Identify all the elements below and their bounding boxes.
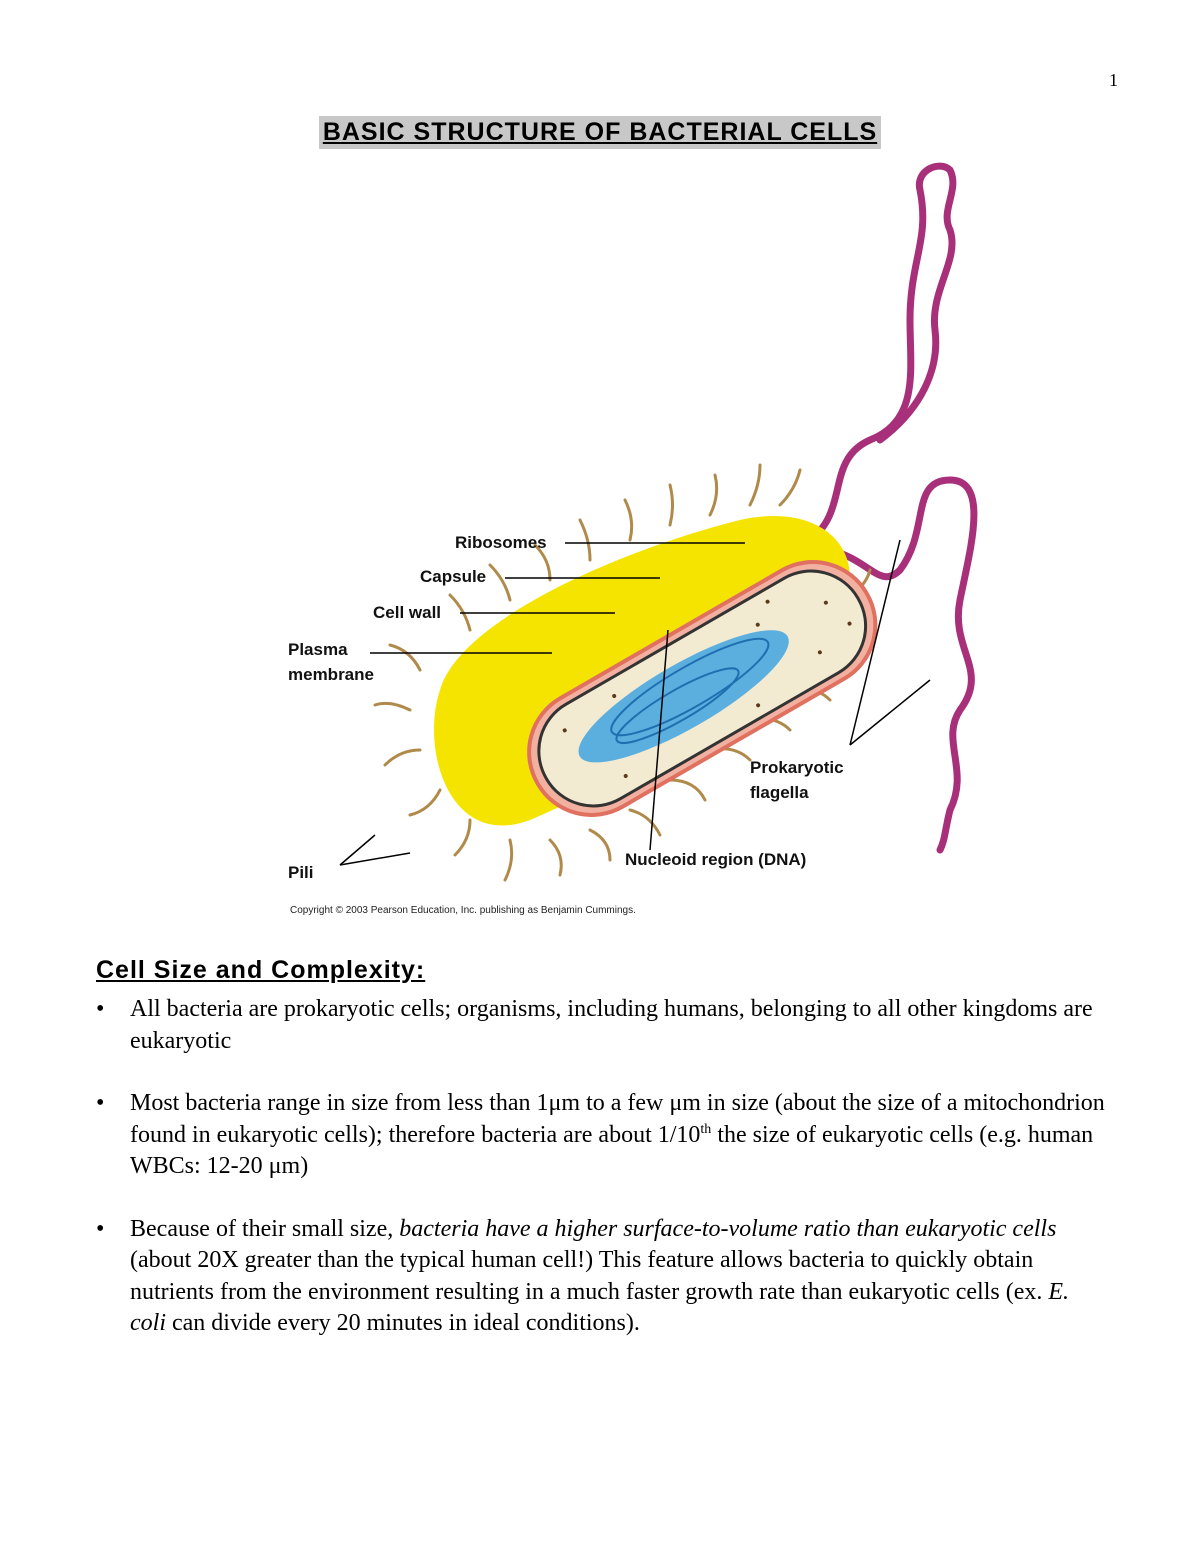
- bullet-text: (about 20X greater than the typical human cell!) This feature allows bacteria to quickly obtain nutrients from the environment resulting in a much faster growth rate than eukaryotic cells (ex.: [130, 1247, 1049, 1305]
- bullet-list: [96, 994, 1106, 1371]
- bullet-text: Most bacteria range in size from less than 1μm to a few μm in size (about the size of a mitochondrion found in eukaryotic cells); therefore bacteria are about 1/10: [130, 1090, 1105, 1148]
- page-title: BASIC STRUCTURE OF BACTERIAL CELLS: [319, 116, 881, 149]
- bullet-glyph: •: [96, 1090, 105, 1116]
- bullet-text: can divide every 20 minutes in ideal conditions).: [166, 1310, 640, 1336]
- bullet-item: [96, 994, 1106, 1057]
- emphasis-text: bacteria have a higher surface-to-volume ratio than eukaryotic cells: [399, 1215, 1057, 1242]
- figure-copyright: Copyright © 2003 Pearson Education, Inc. publishing as Benjamin Cummings.: [290, 905, 636, 916]
- bullet-text: Because of their small size,: [130, 1215, 400, 1242]
- label-cell-wall: Cell wall: [373, 603, 442, 622]
- label-pili: Pili: [288, 863, 314, 882]
- bullet-item: [96, 1214, 1106, 1340]
- bacterial-cell-figure: [270, 150, 1000, 930]
- bullet-glyph: •: [96, 996, 105, 1022]
- label-nucleoid: Nucleoid region (DNA): [625, 850, 807, 869]
- bullet-text: the size of eukaryotic cells (e.g. human WBCs: 12-20 μm): [130, 1121, 1094, 1179]
- bullet-text: All bacteria are prokaryotic cells; organisms, including humans, belonging to all other kingdoms are eukaryotic: [130, 996, 1093, 1054]
- section-title: Cell Size and Complexity:: [96, 956, 426, 984]
- superscript: th: [700, 1121, 712, 1137]
- flagella-illustration: [810, 166, 974, 850]
- label-flagella: flagella: [750, 783, 809, 802]
- page-number: 1: [1109, 70, 1118, 90]
- species-name: E. coli: [130, 1278, 1070, 1336]
- label-membrane: membrane: [288, 665, 374, 684]
- bullet-item: [96, 1088, 1106, 1183]
- label-prokaryotic: Prokaryotic: [750, 758, 844, 777]
- label-capsule: Capsule: [420, 567, 487, 586]
- bullet-glyph: •: [96, 1215, 105, 1242]
- label-plasma: Plasma: [288, 640, 348, 659]
- label-ribosomes: Ribosomes: [455, 533, 547, 552]
